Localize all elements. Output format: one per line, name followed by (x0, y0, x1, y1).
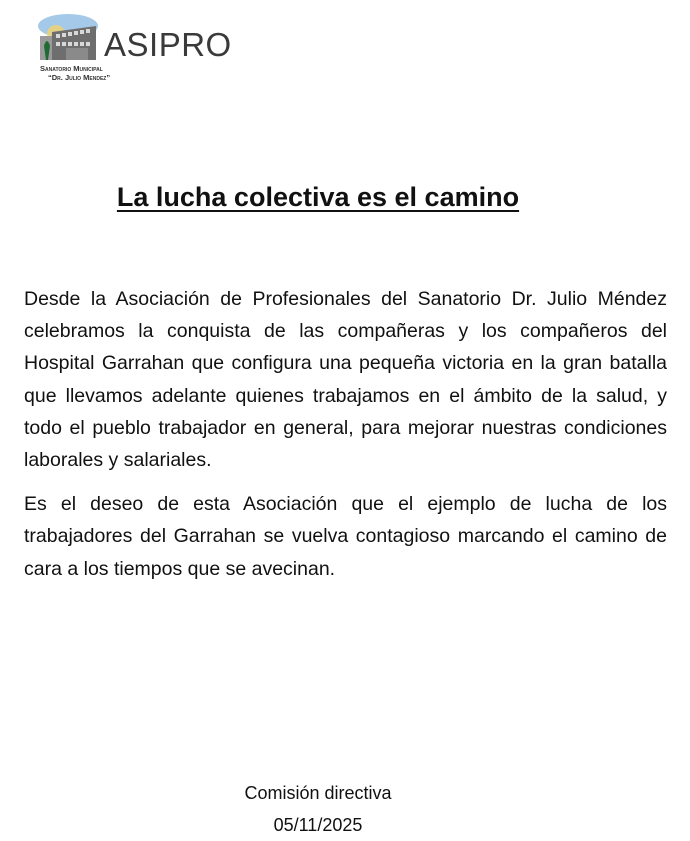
document-title: La lucha colectiva es el camino (116, 182, 520, 212)
logo-subtitle-line2: “Dr. Julio Mendez” (48, 73, 111, 82)
logo-subtitle-line1: Sanatorio Municipal (40, 64, 103, 73)
paragraph: Desde la Asociación de Profesionales del Sanatorio Dr. Julio Méndez celebramos la conquista de las compañeras y los compañeros del Hospital Garrahan que configura una pequeña victoria en la gran batalla que llevamos adelante quienes trabajamos en el ámbito de la salud, y todo el pueblo trabajador en general, para mejorar nuestras condiciones laborales y salariales. (24, 288, 667, 472)
logo-subtitle (40, 64, 110, 82)
signature-block (0, 777, 636, 841)
logo-wordmark: ASIPRO (104, 26, 232, 63)
document-body (24, 283, 667, 597)
paragraph: Es el deseo de esta Asociación que el ejemplo de lucha de los trabajadores del Garrahan se vuelva contagioso marcando el camino de cara a los tiempos que se avecinan. (24, 493, 667, 580)
signature: Comisión directiva (244, 783, 392, 803)
hospital-building-logo-icon (38, 12, 100, 60)
date: 05/11/2025 (273, 815, 363, 835)
asipro-logo (38, 12, 238, 87)
